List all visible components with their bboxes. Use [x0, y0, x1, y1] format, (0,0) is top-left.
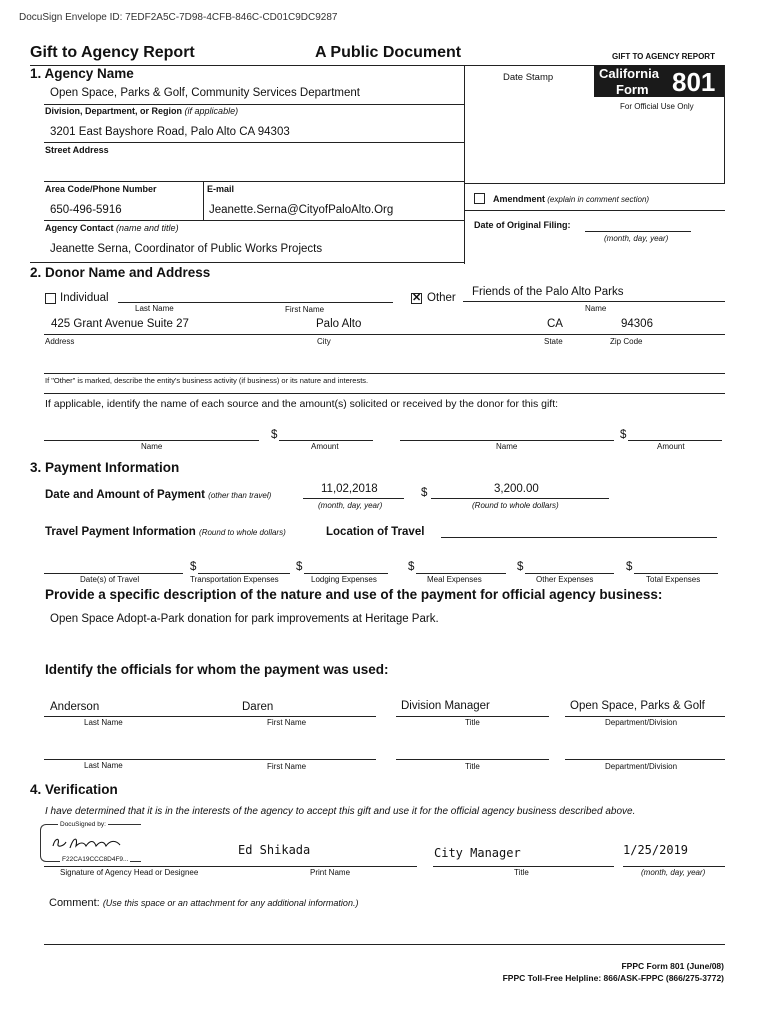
contact-label: [45, 223, 179, 233]
travel-label-text: Travel Payment Information: [45, 526, 196, 538]
date-amount-label: [45, 489, 271, 501]
other-expenses-line[interactable]: [525, 573, 614, 574]
source-name-2[interactable]: [400, 440, 614, 441]
line: [464, 210, 725, 211]
city-value[interactable]: Palo Alto: [316, 318, 362, 330]
dollar-sign: $: [620, 429, 627, 441]
travel-col-other: Other Expenses: [536, 575, 594, 584]
comment-label: [49, 897, 358, 909]
form-number: 801: [672, 67, 716, 97]
other-name-value[interactable]: Friends of the Palo Alto Parks: [472, 286, 624, 298]
phone-label: Area Code/Phone Number: [45, 184, 157, 194]
division-label: [45, 106, 238, 116]
line: [44, 716, 376, 717]
state-value[interactable]: CA: [547, 318, 563, 330]
phone-value[interactable]: 650-496-5916: [50, 204, 122, 216]
dollar-sign: $: [408, 561, 415, 573]
zip-label: Zip Code: [610, 337, 643, 346]
col-dept: Department/Division: [605, 762, 678, 771]
line: [623, 866, 725, 867]
line: [565, 716, 725, 717]
dollar-sign: $: [626, 561, 633, 573]
form-word: Form: [616, 82, 649, 97]
line: [44, 104, 464, 105]
amendment-label-text: Amendment: [493, 194, 546, 204]
date-amount-label-text: Date and Amount of Payment: [45, 489, 205, 501]
form-title: Gift to Agency Report: [30, 44, 195, 61]
street-value[interactable]: 3201 East Bayshore Road, Palo Alto CA 94303: [50, 126, 290, 138]
travel-col-meal: Meal Expenses: [427, 575, 482, 584]
amendment-label: [493, 194, 649, 204]
col-first-name: First Name: [267, 762, 307, 771]
date-amount-note: (other than travel): [208, 491, 272, 500]
amount-col: Amount: [657, 442, 685, 451]
comment-label-text: Comment:: [49, 897, 100, 909]
other-note: If "Other" is marked, describe the entity's business activity (if business) or its nature and interests.: [45, 376, 369, 385]
city-label: City: [317, 337, 331, 346]
print-name-value[interactable]: Ed Shikada: [238, 843, 311, 857]
email-label: E-mail: [207, 184, 235, 194]
travel-col-lodging: Lodging Expenses: [311, 575, 377, 584]
official-1-first[interactable]: Daren: [242, 701, 274, 713]
phone-divider: [203, 181, 204, 221]
date-value[interactable]: 1/25/2019: [623, 843, 689, 857]
line: [30, 262, 464, 263]
location-line[interactable]: [441, 537, 717, 538]
public-document-label: A Public Document: [315, 44, 462, 61]
official-2-name-line[interactable]: [44, 759, 376, 760]
dollar-sign: $: [296, 561, 303, 573]
line: [44, 334, 725, 335]
section4-heading: 4. Verification: [30, 782, 118, 797]
footer-helpline: FPPC Toll-Free Helpline: 866/ASK-FPPC (866/275-3772): [502, 973, 724, 983]
comment-note: (Use this space or an attachment for any additional information.): [102, 898, 359, 908]
line: [431, 498, 609, 499]
section1-heading: 1. Agency Name: [30, 66, 134, 81]
description-heading: Provide a specific description of the nature and use of the payment for official agency business:: [45, 587, 663, 602]
gift-report-label: GIFT TO AGENCY REPORT: [612, 52, 715, 61]
travel-label: [45, 526, 286, 538]
original-filing-line[interactable]: [585, 231, 691, 232]
first-name-label: First Name: [285, 305, 325, 314]
agency-name-value[interactable]: Open Space, Parks & Golf, Community Services Department: [50, 87, 360, 99]
payment-amount-value[interactable]: 3,200.00: [494, 483, 539, 495]
print-name-label: Print Name: [310, 868, 351, 877]
officials-heading: Identify the officials for whom the payment was used:: [45, 662, 389, 677]
travel-dates-line[interactable]: [44, 573, 183, 574]
name-label: Name: [585, 304, 607, 313]
verification-statement: I have determined that it is in the interests of the agency to accept this gift and use it for the official agency business described above.: [45, 806, 636, 817]
amendment-checkbox[interactable]: [474, 193, 485, 204]
description-value[interactable]: Open Space Adopt-a-Park donation for park improvements at Heritage Park.: [50, 613, 439, 625]
line: [44, 393, 725, 394]
state-label: State: [544, 337, 563, 346]
signature-scribble: [50, 834, 130, 852]
col-last-name: Last Name: [84, 761, 123, 770]
payment-date-value[interactable]: 11,02,2018: [321, 483, 378, 495]
zip-value[interactable]: 94306: [621, 318, 653, 330]
name-col: Name: [141, 442, 163, 451]
individual-name-line[interactable]: [118, 302, 393, 303]
signature-id: F22CA19CCC8D4F9...: [62, 856, 129, 863]
title-value[interactable]: City Manager: [434, 846, 521, 860]
line: [44, 220, 464, 221]
travel-note: (Round to whole dollars): [199, 528, 286, 537]
stamp-bottom-line: [464, 183, 725, 184]
amount-col: Amount: [311, 442, 339, 451]
other-label: Other: [427, 292, 456, 304]
docusigned-by-label: DocuSigned by:: [60, 821, 106, 828]
address-value[interactable]: 425 Grant Avenue Suite 27: [51, 318, 189, 330]
transport-line[interactable]: [198, 573, 290, 574]
line: [303, 498, 404, 499]
travel-col-total: Total Expenses: [646, 575, 701, 584]
col-last-name: Last Name: [84, 718, 123, 727]
frame-right: [724, 65, 725, 183]
title-label: Title: [514, 868, 529, 877]
payment-amount-hint: (Round to whole dollars): [472, 501, 559, 510]
col-title: Title: [465, 718, 480, 727]
sources-prompt: If applicable, identify the name of each source and the amount(s) solicited or received by the donor for this gift:: [45, 398, 559, 410]
other-checkbox[interactable]: ✕: [412, 292, 422, 304]
official-use-label: For Official Use Only: [620, 102, 694, 111]
original-filing-hint: (month, day, year): [604, 234, 669, 243]
source-name-1[interactable]: [44, 440, 259, 441]
date-stamp-label: Date Stamp: [503, 72, 554, 83]
total-line[interactable]: [634, 573, 718, 574]
official-2-title-line[interactable]: [396, 759, 549, 760]
source-amount-1[interactable]: [279, 440, 373, 441]
dollar-sign: $: [421, 487, 428, 499]
official-2-dept-line[interactable]: [565, 759, 725, 760]
name-col: Name: [496, 442, 518, 451]
payment-date-hint: (month, day, year): [318, 501, 383, 510]
section2-heading: 2. Donor Name and Address: [30, 265, 211, 280]
comment-line[interactable]: [44, 944, 725, 945]
frame-divider: [464, 65, 465, 264]
business-activity-line[interactable]: [44, 373, 725, 374]
official-1-last[interactable]: Anderson: [50, 701, 100, 713]
col-title: Title: [465, 762, 480, 771]
california-label: California: [599, 66, 659, 81]
official-1-title[interactable]: Division Manager: [401, 700, 490, 712]
address-label: Address: [45, 337, 75, 346]
source-amount-2[interactable]: [628, 440, 722, 441]
contact-value[interactable]: Jeanette Serna, Coordinator of Public Works Projects: [50, 243, 323, 255]
last-name-label: Last Name: [135, 304, 174, 313]
official-1-dept[interactable]: Open Space, Parks & Golf: [570, 700, 705, 712]
line: [44, 866, 417, 867]
division-label-text: Division, Department, or Region: [45, 106, 183, 116]
division-note: (if applicable): [184, 106, 239, 116]
email-value[interactable]: Jeanette.Serna@CityofPaloAlto.Org: [209, 204, 394, 216]
travel-col-transport: Transportation Expenses: [190, 575, 279, 584]
individual-label: Individual: [60, 292, 109, 304]
signature-label: Signature of Agency Head or Designee: [60, 868, 199, 877]
contact-note: (name and title): [116, 223, 179, 233]
line: [44, 142, 464, 143]
contact-label-text: Agency Contact: [45, 223, 114, 233]
line: [396, 716, 549, 717]
envelope-id: DocuSign Envelope ID: 7EDF2A5C-7D98-4CFB-846C-CD01C9DC9287: [19, 12, 338, 23]
dollar-sign: $: [517, 561, 524, 573]
footer-form-line: FPPC Form 801 (June/08): [621, 961, 724, 971]
form-badge: [594, 65, 724, 97]
individual-checkbox[interactable]: [45, 293, 56, 304]
line: [433, 866, 614, 867]
dollar-sign: $: [190, 561, 197, 573]
meal-line[interactable]: [416, 573, 506, 574]
original-filing-label: Date of Original Filing:: [474, 220, 571, 230]
travel-col-dates: Date(s) of Travel: [80, 575, 140, 584]
location-label: Location of Travel: [326, 526, 425, 538]
lodging-line[interactable]: [304, 573, 388, 574]
dollar-sign: $: [271, 429, 278, 441]
section3-heading: 3. Payment Information: [30, 460, 180, 475]
date-label: (month, day, year): [641, 868, 706, 877]
line: [44, 181, 464, 182]
col-dept: Department/Division: [605, 718, 678, 727]
street-label: Street Address: [45, 145, 109, 155]
line: [463, 301, 725, 302]
amendment-note: (explain in comment section): [547, 195, 650, 204]
col-first-name: First Name: [267, 718, 307, 727]
